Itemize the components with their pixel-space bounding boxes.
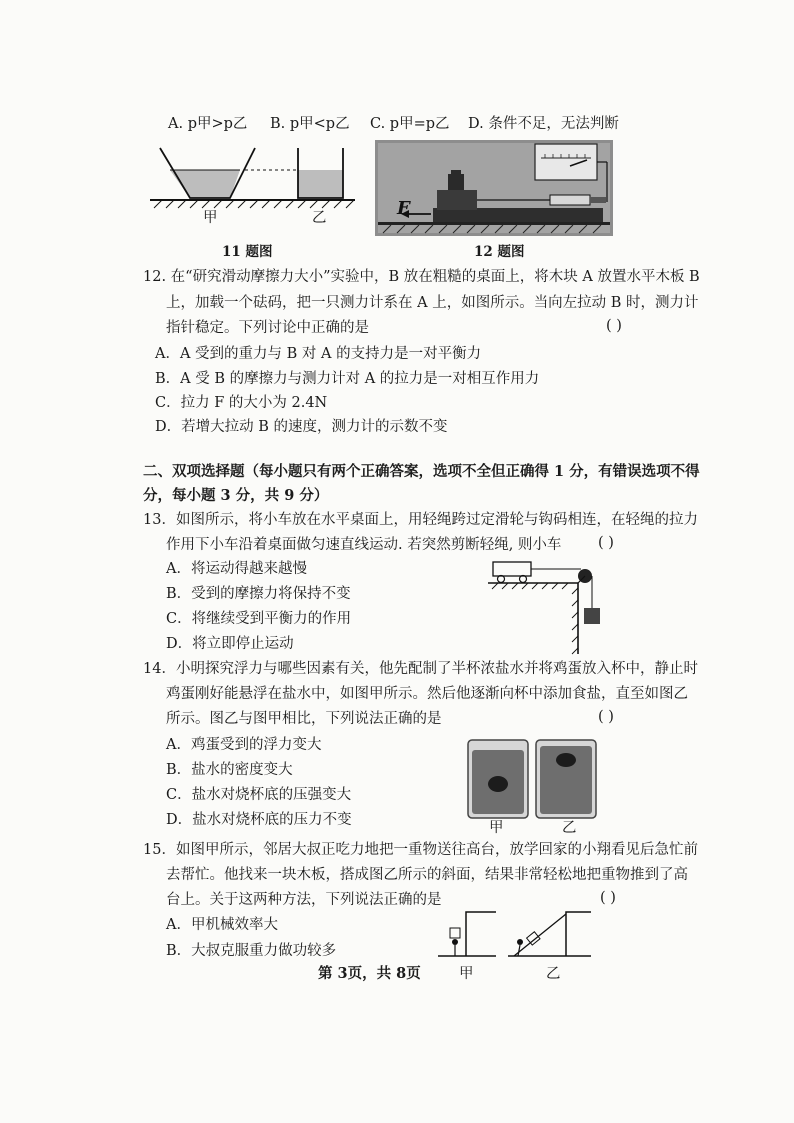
q13-figure [488, 556, 603, 656]
q12-line-2: 上，加载一个砝码，把一只测力计系在 A 上，如图所示。当向左拉动 B 时，测力计 [166, 295, 699, 311]
q15-option-a: A．甲机械效率大 [166, 917, 278, 933]
q12-option-d: D．若增大拉动 B 的速度，测力计的示数不变 [155, 419, 448, 435]
q14-label-yi: 乙 [562, 820, 577, 836]
q11-option-a: A. p甲>p乙 [168, 116, 248, 132]
q12-answer-paren: ( ) [606, 318, 622, 334]
q14-line-3: 所示。图乙与图甲相比，下列说法正确的是 [166, 711, 442, 727]
q14-option-a: A．鸡蛋受到的浮力变大 [166, 737, 322, 753]
q13-option-b: B．受到的摩擦力将保持不变 [166, 586, 351, 602]
q15-line-1: 15．如图甲所示，邻居大叔正吃力地把一重物送往高台，放学回家的小翔看见后急忙前 [143, 842, 698, 858]
q15-line-2: 去帮忙。他找来一块木板，搭成图乙所示的斜面，结果非常轻松地把重物推到了高 [166, 867, 688, 883]
q15-label-jia: 甲 [459, 966, 474, 982]
q14-option-c: C．盐水对烧杯底的压强变大 [166, 787, 352, 803]
q11-label-yi: 乙 [312, 210, 327, 226]
q12-option-a: A．A 受到的重力与 B 对 A 的支持力是一对平衡力 [155, 346, 482, 362]
q14-figure [464, 738, 604, 820]
q14-line-1: 14．小明探究浮力与哪些因素有关，他先配制了半杯浓盐水并将鸡蛋放入杯中，静止时 [143, 661, 698, 677]
q12-line-1: 12. 在“研究滑动摩擦力大小”实验中，B 放在粗糙的桌面上，将木块 A 放置水平木板 B [143, 269, 700, 285]
q11-option-b: B. p甲<p乙 [270, 116, 350, 132]
q14-option-d: D．盐水对烧杯底的压力不变 [166, 812, 352, 828]
q14-option-b: B．盐水的密度变大 [166, 762, 293, 778]
q15-line-3: 台上。关于这两种方法，下列说法正确的是 [166, 892, 442, 908]
q14-line-2: 鸡蛋刚好能悬浮在盐水中，如图甲所示。然后他逐渐向杯中添加食盐，直至如图乙 [166, 686, 688, 702]
q11-option-d: D. 条件不足，无法判断 [468, 116, 619, 132]
q11-figure [150, 140, 360, 215]
q14-label-jia: 甲 [489, 820, 504, 836]
q11-option-c: C. p甲=p乙 [370, 116, 450, 132]
page-number: 第 3页，共 8页 [318, 965, 421, 982]
q11-label-jia: 甲 [203, 210, 218, 226]
q15-answer-paren: ( ) [600, 890, 616, 906]
q12-caption: 12 题图 [474, 244, 525, 260]
q12-figure [375, 140, 613, 236]
q15-label-yi: 乙 [546, 966, 561, 982]
q15-figure [436, 906, 596, 962]
q13-line-2: 作用下小车沿着桌面做匀速直线运动. 若突然剪断轻绳, 则小车 [166, 537, 562, 553]
q13-line-1: 13．如图所示，将小车放在水平桌面上，用轻绳跨过定滑轮与钩码相连，在轻绳的拉力 [143, 512, 698, 528]
q13-answer-paren: ( ) [598, 535, 614, 551]
section-2-line-2: 分，每小题 3 分，共 9 分） [143, 487, 329, 504]
q13-option-c: C．将继续受到平衡力的作用 [166, 611, 352, 627]
q15-option-b: B．大叔克服重力做功较多 [166, 943, 337, 959]
q12-line-3: 指针稳定。下列讨论中正确的是 [166, 320, 369, 336]
section-2-line-1: 二、双项选择题（每小题只有两个正确答案，选项不全但正确得 1 分，有错误选项不得 [143, 463, 700, 480]
q12-option-b: B．A 受 B 的摩擦力与测力计对 A 的拉力是一对相互作用力 [155, 371, 540, 387]
q12-force-label: F [397, 198, 410, 219]
q14-answer-paren: ( ) [598, 709, 614, 725]
q12-option-c: C．拉力 F 的大小为 2.4N [155, 395, 328, 411]
q13-option-d: D．将立即停止运动 [166, 636, 294, 652]
q13-option-a: A．将运动得越来越慢 [166, 561, 307, 577]
q11-caption: 11 题图 [222, 244, 273, 260]
